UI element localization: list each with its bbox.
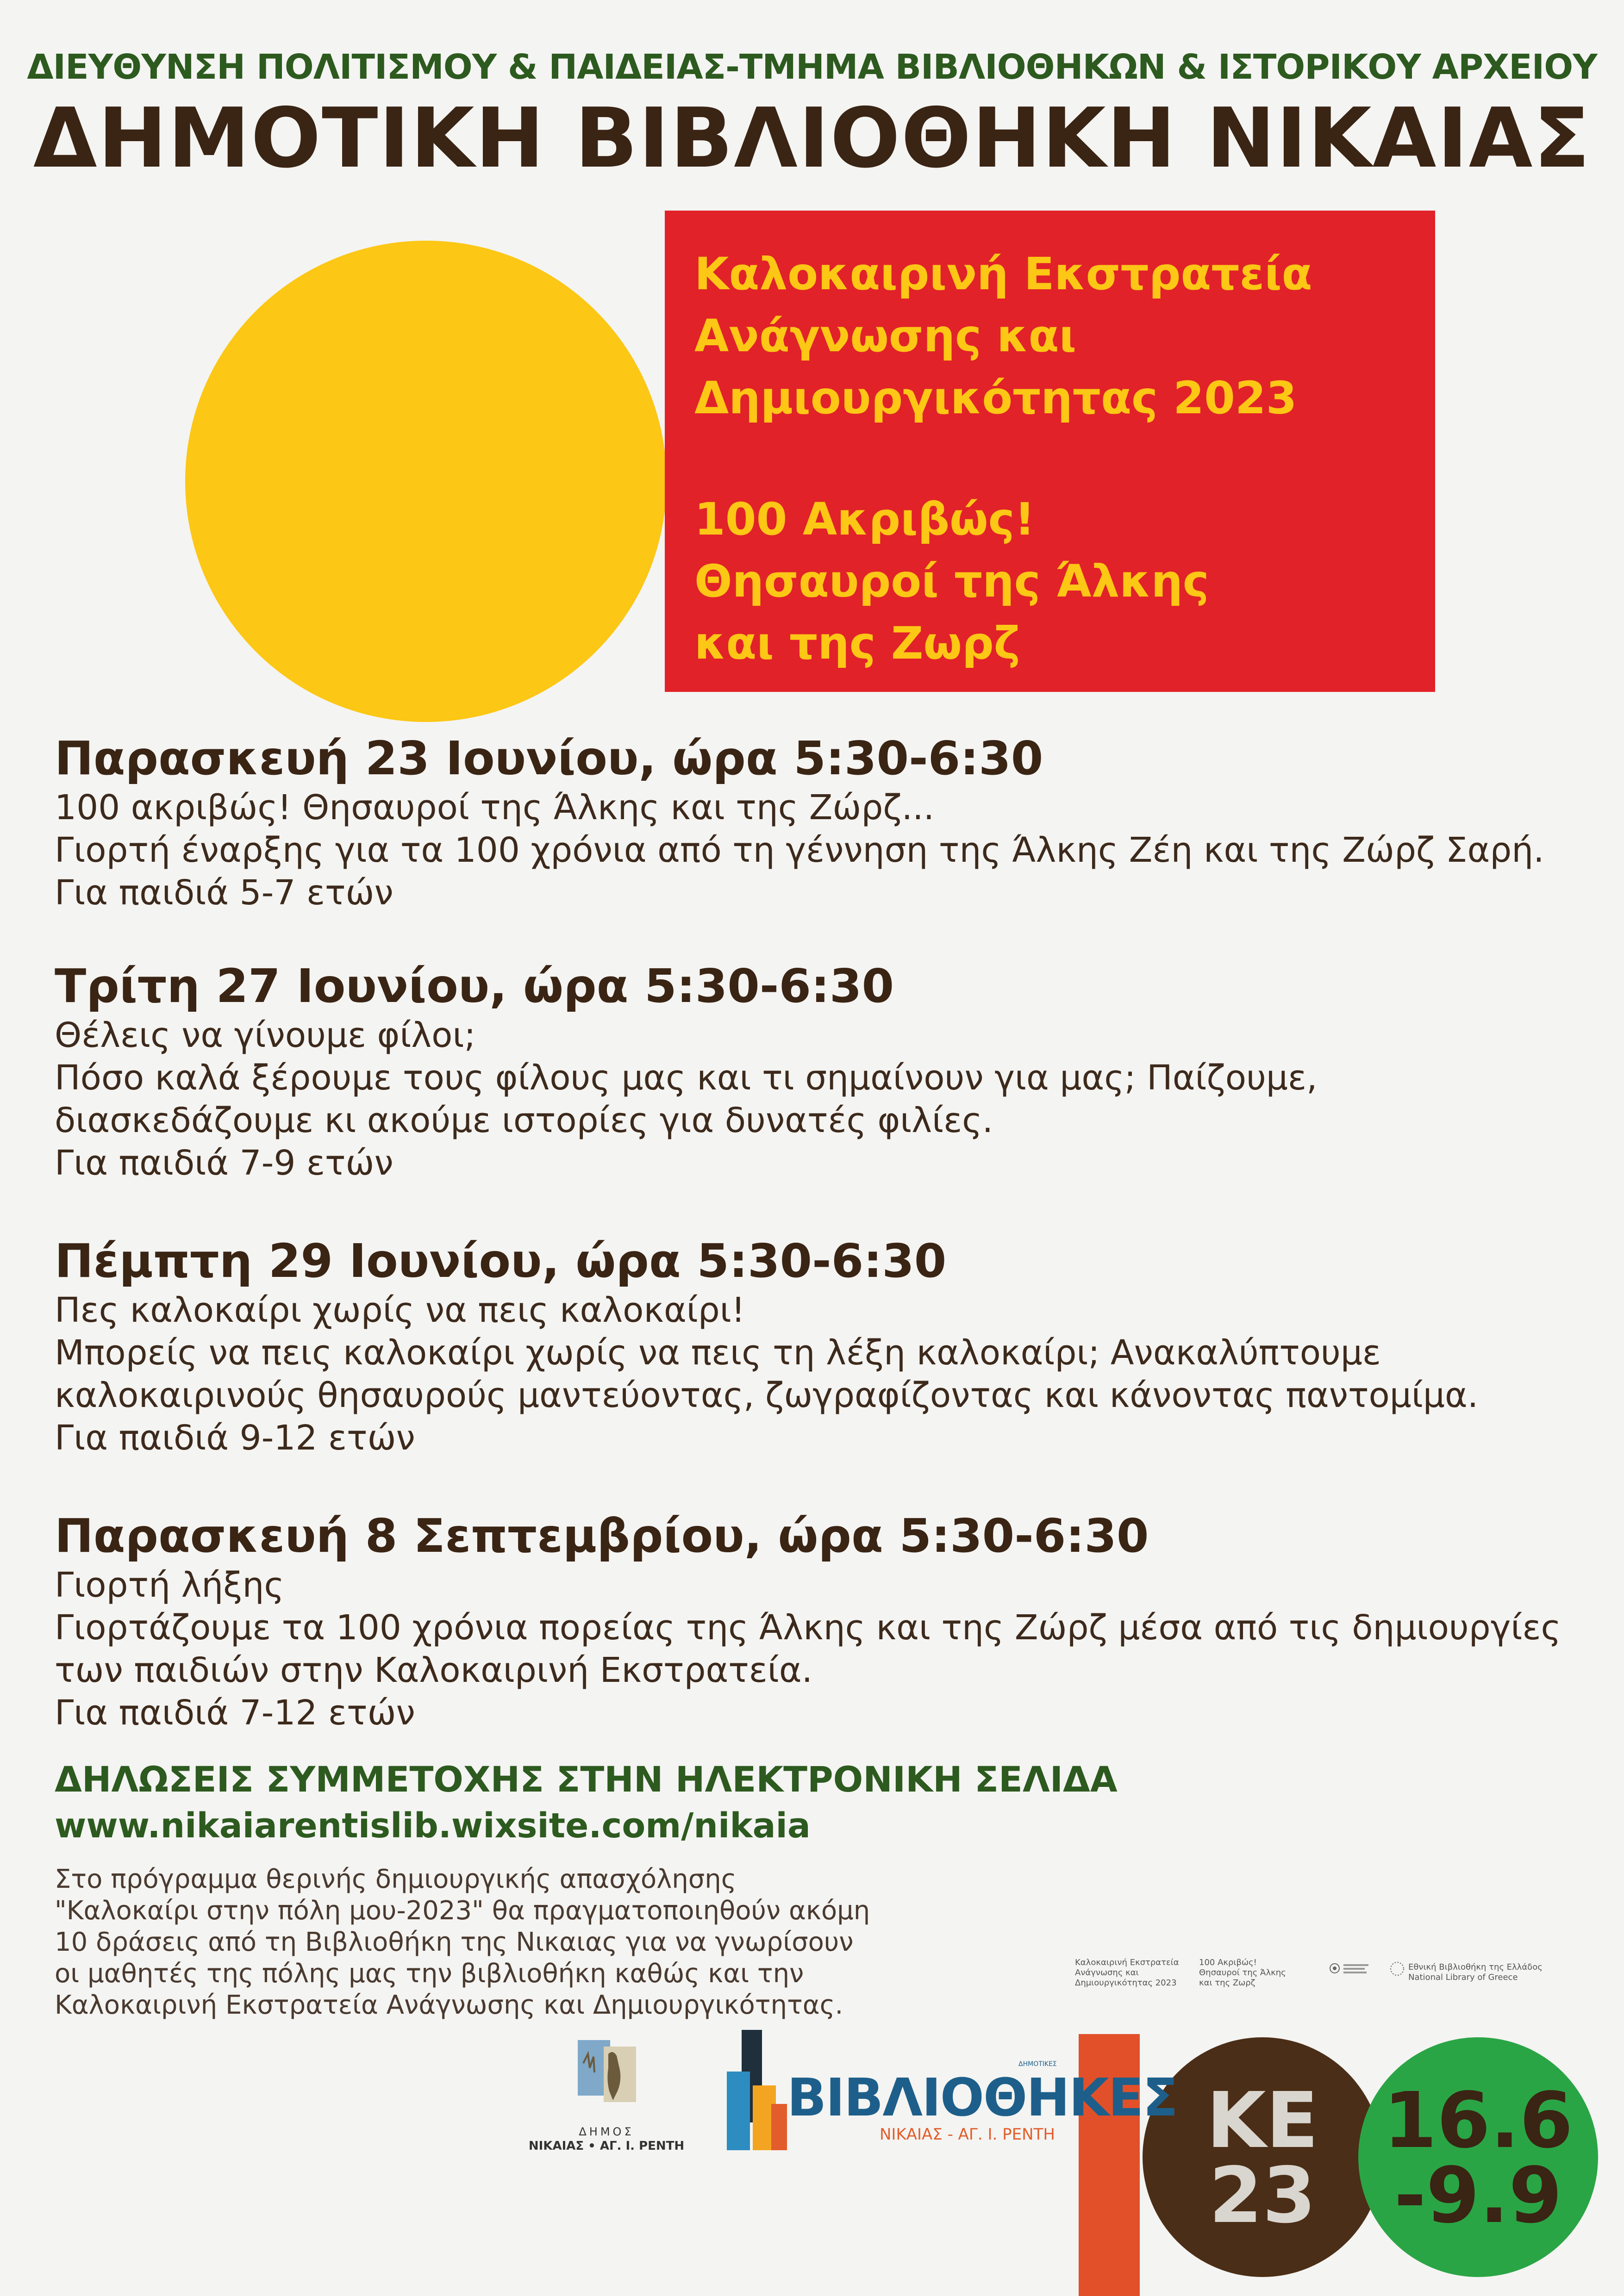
- mini-theme-text: 100 Ακριβώς! Θησαυροί της Άλκης και της Ζωρζ: [1199, 1958, 1286, 1988]
- yellow-sun-circle: [185, 241, 667, 722]
- registration-label: ΔΗΛΩΣΕΙΣ ΣΥΜΜΕΤΟΧΗΣ ΣΤΗΝ ΗΛΕΚΤΡΟΝΙΚΗ ΣΕΛΙΔΑ: [55, 1759, 1118, 1800]
- ministry-emblem-icon: [1329, 1962, 1341, 1974]
- libraries-wordmark: ΒΙΒΛΙΟΘΗΚΕΣ: [787, 2068, 1177, 2128]
- campaign-line-6: και της Ζωρζ: [694, 617, 1020, 669]
- date-badge-end: -9.9: [1394, 2151, 1562, 2240]
- campaign-line-4: 100 Ακριβώς!: [694, 493, 1035, 545]
- dates-badge: [1358, 2037, 1598, 2277]
- event-audience: Για παιδιά 5-7 ετών: [55, 873, 394, 913]
- note-line: 10 δράσεις από τη Βιβλιοθήκη της Νικαιας για να γνωρίσουν: [55, 1927, 854, 1957]
- campaign-line-5: Θησαυροί της Άλκης: [694, 555, 1209, 607]
- libraries-small-label: ΔΗΜΟΤΙΚΕΣ: [1018, 2060, 1057, 2068]
- event-line: Πες καλοκαίρι χωρίς να πεις καλοκαίρι!: [55, 1290, 745, 1330]
- ministry-name-mark: [1343, 1962, 1371, 1976]
- event-line: καλοκαιρινούς θησαυρούς μαντεύοντας, ζωγραφίζοντας και κάνοντας παντομίμα.: [55, 1375, 1479, 1415]
- event-line: 100 ακριβώς! Θησαυροί της Άλκης και της Ζώρζ...: [55, 788, 935, 828]
- event-title: Παρασκευή 8 Σεπτεμβρίου, ώρα 5:30-6:30: [55, 1509, 1149, 1563]
- libraries-building-icon: [727, 2030, 787, 2150]
- campaign-box: [665, 211, 1435, 692]
- event-line: των παιδιών στην Καλοκαιρινή Εκστρατεία.: [55, 1650, 813, 1690]
- registration-link[interactable]: www.nikaiarentislib.wixsite.com/nikaia: [55, 1806, 811, 1846]
- event-line: Μπορείς να πεις καλοκαίρι χωρίς να πεις τη λέξη καλοκαίρι; Ανακαλύπτουμε: [55, 1333, 1381, 1373]
- libraries-subtitle: ΝΙΚΑΙΑΣ - ΑΓ. Ι. ΡΕΝΤΗ: [880, 2125, 1055, 2144]
- campaign-line-1: Καλοκαιρινή Εκστρατεία: [694, 248, 1312, 300]
- event-title: Παρασκευή 23 Ιουνίου, ώρα 5:30-6:30: [55, 731, 1043, 785]
- campaign-line-3: Δημιουργικότητας 2023: [694, 372, 1297, 424]
- event-title: Πέμπτη 29 Ιουνίου, ώρα 5:30-6:30: [55, 1234, 947, 1288]
- ke-badge-text: ΚΕ: [1206, 2076, 1319, 2165]
- national-library-icon: [1389, 1960, 1405, 1977]
- event-audience: Για παιδιά 9-12 ετών: [55, 1418, 415, 1458]
- event-line: διασκεδάζουμε κι ακούμε ιστορίες για δυνατές φιλίες.: [55, 1101, 993, 1140]
- municipality-name: ΝΙΚΑΙΑΣ • ΑΓ. Ι. ΡΕΝΤΗ: [528, 2139, 685, 2153]
- municipality-logo-icon: [568, 2035, 645, 2124]
- event-line: Θέλεις να γίνουμε φίλοι;: [55, 1015, 476, 1055]
- event-line: Γιορτάζουμε τα 100 χρόνια πορείας της Άλκης και της Ζώρζ μέσα από τις δημιουργίες: [55, 1608, 1561, 1648]
- national-library-text: Εθνική Βιβλιοθήκη της Ελλάδος National Library of Greece: [1408, 1962, 1543, 1982]
- event-line: Γιορτή λήξης: [55, 1565, 284, 1605]
- ke23-badge: [1143, 2037, 1382, 2277]
- note-line: οι μαθητές της πόλης μας την βιβλιοθήκη καθώς και την: [55, 1959, 804, 1989]
- date-badge-start: 16.6: [1383, 2076, 1573, 2165]
- event-title: Τρίτη 27 Ιουνίου, ώρα 5:30-6:30: [55, 959, 894, 1013]
- ke-badge-year: 23: [1209, 2151, 1316, 2240]
- municipality-caption: ΔΗΜΟΣ: [579, 2125, 634, 2138]
- event-line: Γιορτή έναρξης για τα 100 χρόνια από τη γέννηση της Άλκης Ζέη και της Ζώρζ Σαρή.: [55, 830, 1544, 870]
- event-audience: Για παιδιά 7-12 ετών: [55, 1693, 415, 1733]
- department-subheading: ΔΙΕΥΘΥΝΣΗ ΠΟΛΙΤΙΣΜΟΥ & ΠΑΙΔΕΙΑΣ-ΤΜΗΜΑ ΒΙΒΛΙΟΘΗΚΩΝ & ΙΣΤΟΡΙΚΟΥ ΑΡΧΕΙΟΥ: [27, 47, 1597, 87]
- note-line: "Καλοκαίρι στην πόλη μου-2023" θα πραγματοποιηθούν ακόμη: [55, 1896, 870, 1926]
- mini-campaign-text: Καλοκαιρινή Εκστρατεία Ανάγνωσης και Δημιουργικότητας 2023: [1075, 1958, 1179, 1988]
- note-line: Στο πρόγραμμα θερινής δημιουργικής απασχόλησης: [55, 1864, 737, 1894]
- campaign-line-2: Ανάγνωσης και: [694, 310, 1076, 362]
- event-line: Πόσο καλά ξέρουμε τους φίλους μας και τι σημαίνουν για μας; Παίζουμε,: [55, 1058, 1318, 1098]
- library-title: ΔΗΜΟΤΙΚΗ ΒΙΒΛΙΟΘΗΚΗ ΝΙΚΑΙΑΣ: [33, 90, 1591, 186]
- note-line: Καλοκαιρινή Εκστρατεία Ανάγνωσης και Δημιουργικότητας.: [55, 1990, 843, 2020]
- event-audience: Για παιδιά 7-9 ετών: [55, 1143, 394, 1183]
